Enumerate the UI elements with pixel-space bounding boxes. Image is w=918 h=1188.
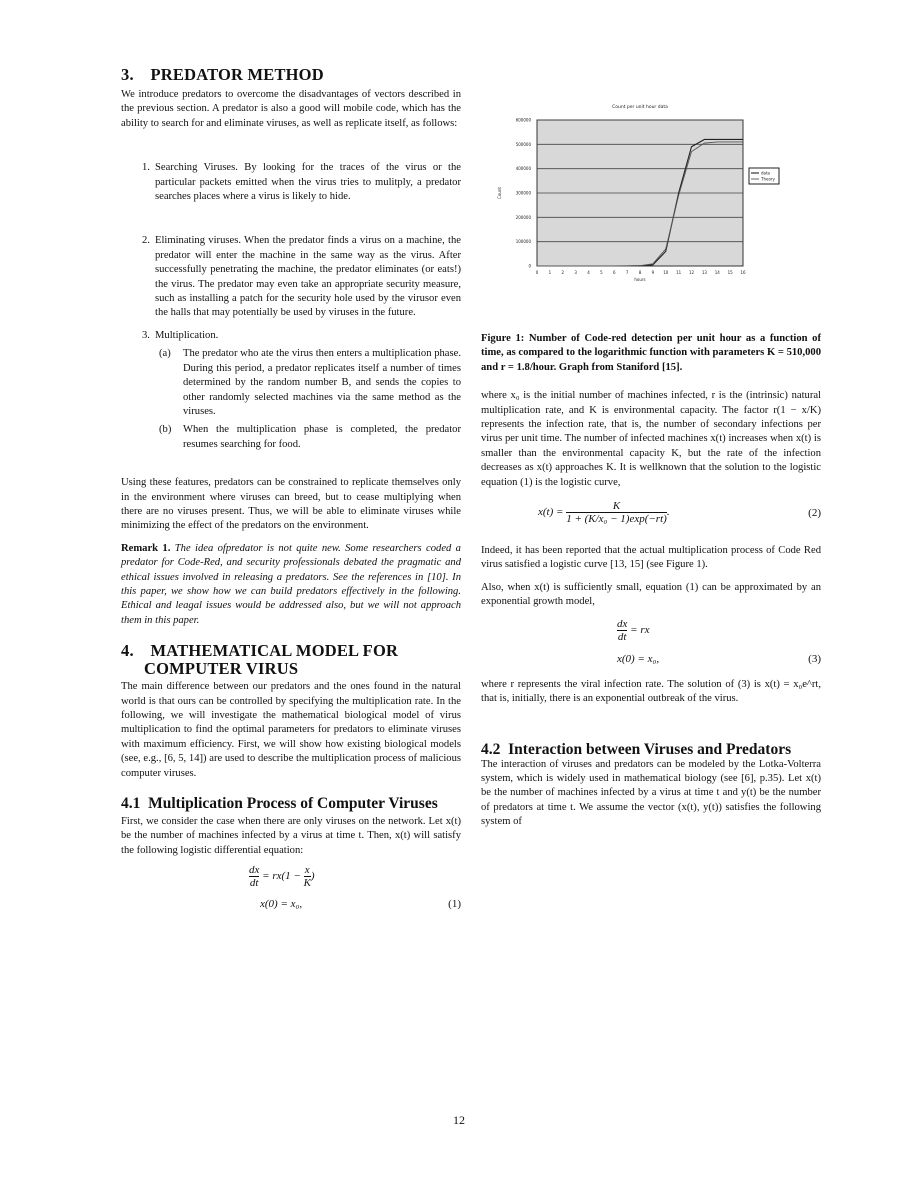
x-tick-label: 7	[625, 270, 629, 275]
figure-caption: Figure 1: Number of Code-red detection per unit hour as a function of time, as compared to the logarithmic function with parameters K = 510,000 and r = 1.8/hour. Graph from Staniford [15].	[481, 333, 821, 373]
equation-number: (1)	[448, 898, 461, 911]
y-tick-label: 300000	[515, 190, 531, 196]
remark-label: Remark 1.	[121, 542, 171, 554]
right-paragraph-4: where r represents the viral infection rate. The solution of (3) is x(t) = x₀e^rt, that is, initially, there is an exponential outbreak of the virus.	[481, 678, 821, 705]
left-column	[121, 66, 461, 922]
section-3-intro: We introduce predators to overcome the disadvantages of vectors described in the previous section. A predator is also a good will mobile code, which has the ability to search for and eliminate viruses, as well as replicate itself, as follows:	[121, 89, 461, 129]
y-tick-label: 400000	[515, 166, 531, 172]
section-3-heading: 3. PREDATOR METHOD	[121, 65, 324, 84]
section-4-2-heading: 4.2 Interaction between Viruses and Predators	[481, 740, 792, 758]
x-tick-label: 5	[600, 270, 603, 275]
right-paragraph-2: Indeed, it has been reported that the actual multiplication process of Code Red virus satisfied a logistic curve [13, 15] (see Figure 1).	[481, 545, 821, 571]
predator-steps-list	[121, 161, 461, 452]
x-tick-label: 2	[561, 270, 565, 275]
section-3-after: Using these features, predators can be constrained to replicate themselves only in the environment where viruses can breed, but to cease multiplying when there are no viruses present. Thus, we will be able to eliminate viruses while minimizing the effect of the predators on the environment.	[121, 477, 461, 532]
section-4-2-text: The interaction of viruses and predators can be modeled by the Lotka-Volterra system, which is widely used in mathematical biology (see [6], p.35). Let x(t) be the number of machines infected by a virus at time t and y(t) be the number of predators at time t. We assume the vector (x(t), y(t)) satisfies the following system of	[481, 758, 821, 828]
legend-label: Theory	[761, 176, 775, 182]
x-tick-label: 16	[740, 270, 746, 275]
right-paragraph-3: Also, when x(t) is sufficiently small, equation (1) can be approximated by an exponential growth model,	[481, 581, 821, 608]
x-tick-label: 9	[651, 270, 655, 275]
section-4-1-heading: 4.1 Multiplication Process of Computer Viruses	[121, 795, 438, 813]
equation-3: $\frac{dx}{dt}$ = rx x(0) = x₀, (3)	[617, 617, 821, 665]
page-number: 12	[453, 1113, 465, 1127]
figure-1	[481, 66, 821, 332]
list-item: 1. Searching Viruses. By looking for the traces of the virus or the particular packets emitted when the virus tries to mulitply, a predator searches places where a virus is likely to hide.	[142, 162, 461, 203]
y-tick-label: 500000	[515, 141, 531, 147]
right-paragraph-1: where x₀ is the initial number of machines infected, r is the (intrinsic) natural multiplication rate, and K is environmental capacity. The factor r(1 − x/K) represents the infection rate, that is, the number of secondary infections per virus per unit time. The number of infected machines x(t) increases when x(t) is smaller than the environmental capacity K, but the rate of the infection decreases as x(t) approaches K. It is wellknown that the solution to the logistic equation (1) is the logistic curve,	[481, 390, 821, 488]
x-tick-label: 6	[612, 270, 616, 275]
sub-list-item: (a) The predator who ate the virus then enters a multiplication phase. During this period, a predator replicates itself a number of times determined by the random number B, and sends the copies to other randomly selected machines via the same method as the viruses.	[159, 348, 461, 417]
x-tick-label: 1	[548, 270, 552, 275]
y-tick-label: 0	[528, 263, 531, 269]
x-tick-label: 4	[587, 270, 590, 275]
x-tick-label: 0	[535, 270, 539, 275]
x-tick-label: 12	[688, 270, 695, 275]
remark-1	[121, 542, 461, 628]
section-4-text: The main difference between our predators and the ones found in the natural world is that ours can be controlled by specifying the multiplication rate. In the following, we will investigate the mathematical biological model of virus multiplication to find the optimal parameters for predators to eliminate viruses with maximum efficiency. First, we will show how existing biological models (see, e.g., [6, 5, 14]) are used to describe the multiplication process of malicious computer viruses.	[121, 681, 461, 779]
equation-1: $\frac{dx}{dt}$ = rx(1 − $\frac{x}{K}$ ) x(0) = x₀, (1)	[249, 864, 461, 911]
chart-title: Count per unit hour data	[612, 105, 668, 110]
x-tick-label: 11	[676, 270, 682, 275]
x-tick-label: 13	[701, 270, 707, 275]
x-tick-label: 10	[663, 270, 669, 275]
x-tick-label: 15	[727, 270, 733, 275]
sub-list-item: (b) When the multiplication phase is completed, the predator resumes searching for food.	[159, 424, 461, 450]
list-item: 2. Eliminating viruses. When the predator finds a virus on a machine, the predator will enter the machine in the same way as the virus. After successfully penetrating the machine, the predator eliminates (or eats!) the virus. The predator may even take an appropriate security measure, such as installing a patch for the security hole used by the virusor even the halls that may potentially be used by viruses in the future.	[142, 235, 461, 319]
section-4-1-text: First, we consider the case when there are only viruses on the network. Let x(t) be the number of machines infected by a virus at time t. Then, x(t) will satisfy the following logistic differential equation:	[121, 816, 461, 856]
x-tick-label: 8	[638, 270, 642, 275]
y-tick-label: 100000	[515, 239, 531, 245]
y-axis-label: Count	[497, 187, 502, 199]
equation-number: (2)	[808, 507, 821, 520]
y-tick-label: 200000	[515, 214, 531, 220]
equation-number: (3)	[808, 652, 821, 665]
x-tick-label: 3	[574, 270, 577, 275]
remark-text: The idea ofpredator is not quite new. Some researchers coded a predator for Code-Red, and security professionals debated the pragmatic and ethical issues involved in releasing a predators. See the references in [10]. In this paper, we show how we can build predators effectively in the following. Ethical and leagal issues would be addressed also, but we will not approach them in this paper.	[121, 542, 461, 626]
code-red-chart	[481, 98, 821, 298]
x-tick-label: 14	[714, 270, 720, 275]
section-4-heading: 4. MATHEMATICAL MODEL FOR COMPUTER VIRUS	[121, 641, 399, 679]
y-tick-label: 600000	[515, 117, 531, 123]
list-item: 3. Multiplication.	[142, 329, 219, 341]
x-axis-label: hours	[634, 277, 646, 282]
equation-2: x(t) = $\frac{K}{\text{1 + (K/x₀ − 1)exp(−rt)}}$ . (2)	[538, 500, 821, 526]
right-column	[481, 66, 821, 838]
legend-label: data	[761, 170, 771, 176]
